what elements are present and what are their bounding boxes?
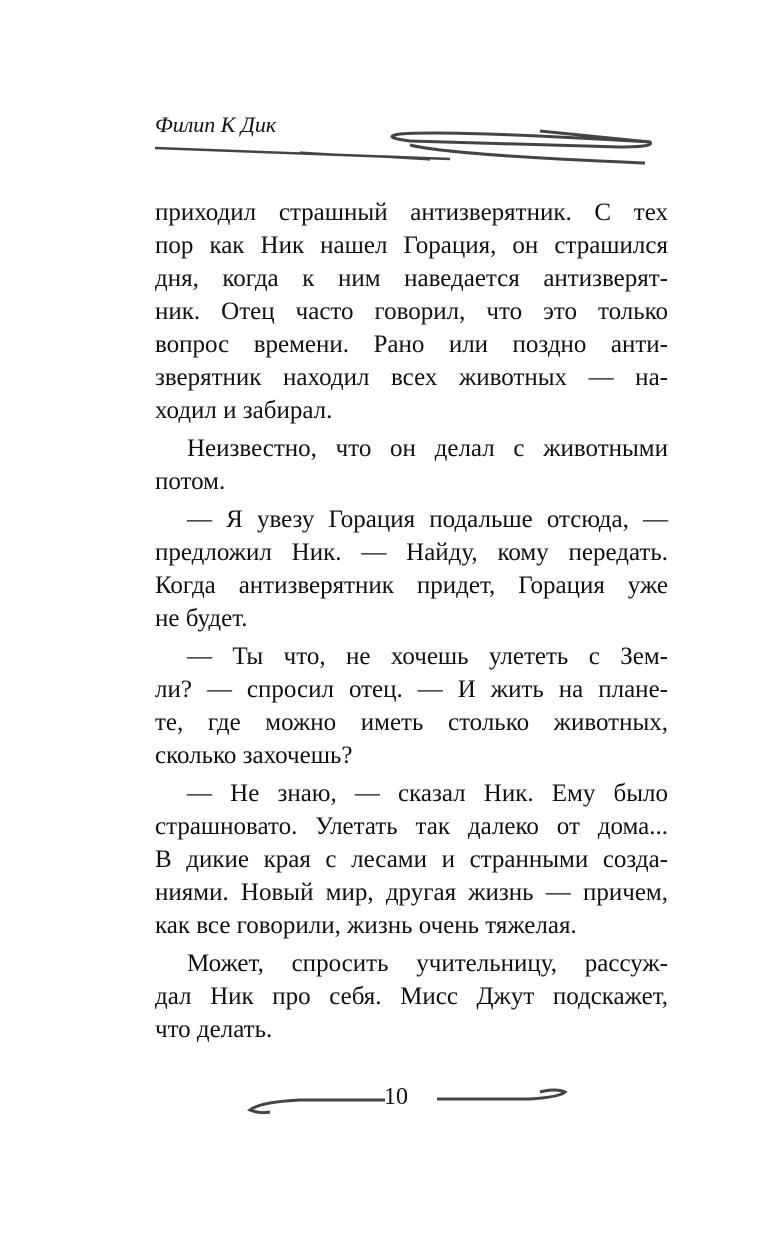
text-line: как все говорили, жизнь очень тяжелая. bbox=[155, 912, 577, 939]
text-line: — Я увезу Горация подальше отсюда, — bbox=[187, 506, 668, 533]
text-line: страшновато. Улетать так далеко от дома... bbox=[155, 813, 668, 840]
paragraph bbox=[155, 432, 668, 498]
text-line: дня, когда к ним наведается антизверят- bbox=[155, 265, 668, 292]
text-line: сколько захочешь? bbox=[155, 742, 353, 769]
body-text bbox=[155, 196, 668, 1051]
running-header-author: Филип К Дик bbox=[155, 112, 277, 137]
text-line: вопрос времени. Рано или поздно анти- bbox=[155, 331, 668, 358]
paragraph bbox=[155, 503, 668, 635]
text-line: те, где можно иметь столько животных, bbox=[155, 709, 668, 736]
paragraph bbox=[155, 947, 668, 1046]
text-line: В дикие края с лесами и странными созда- bbox=[155, 846, 668, 873]
text-line: пор как Ник нашел Горация, он страшился bbox=[155, 232, 668, 259]
text-line: ходил и забирал. bbox=[155, 397, 333, 424]
text-line: Неизвестно, что он делал с животными bbox=[187, 435, 668, 462]
text-line: ниями. Новый мир, другая жизнь — причем, bbox=[155, 879, 668, 906]
text-line: Когда антизверятник придет, Горация уже bbox=[155, 572, 668, 599]
paragraph bbox=[155, 640, 668, 772]
header-flourish bbox=[150, 125, 670, 170]
text-line: дал Ник про себя. Мисс Джут подскажет, bbox=[155, 983, 668, 1010]
text-line: Может, спросить учительницу, рассуж- bbox=[187, 950, 668, 977]
footer-flourish-left bbox=[240, 1088, 390, 1118]
text-line: — Не знаю, — сказал Ник. Ему было bbox=[187, 780, 668, 807]
text-line: ли? — спросил отец. — И жить на плане- bbox=[155, 676, 668, 703]
text-line: приходил страшный антизверятник. С тех bbox=[155, 199, 668, 226]
text-line: зверятник находил всех животных — на- bbox=[155, 364, 668, 391]
text-line: — Ты что, не хочешь улететь с Зем- bbox=[187, 643, 668, 670]
paragraph bbox=[155, 777, 668, 942]
text-line: потом. bbox=[155, 468, 226, 495]
page-number: 10 bbox=[384, 1084, 408, 1110]
paragraph bbox=[155, 196, 668, 427]
text-line: ник. Отец часто говорил, что это только bbox=[155, 298, 668, 325]
text-line: не будет. bbox=[155, 605, 248, 632]
footer-flourish-right bbox=[435, 1084, 570, 1114]
text-line: что делать. bbox=[155, 1016, 273, 1043]
text-line: предложил Ник. — Найду, кому передать. bbox=[155, 539, 668, 566]
